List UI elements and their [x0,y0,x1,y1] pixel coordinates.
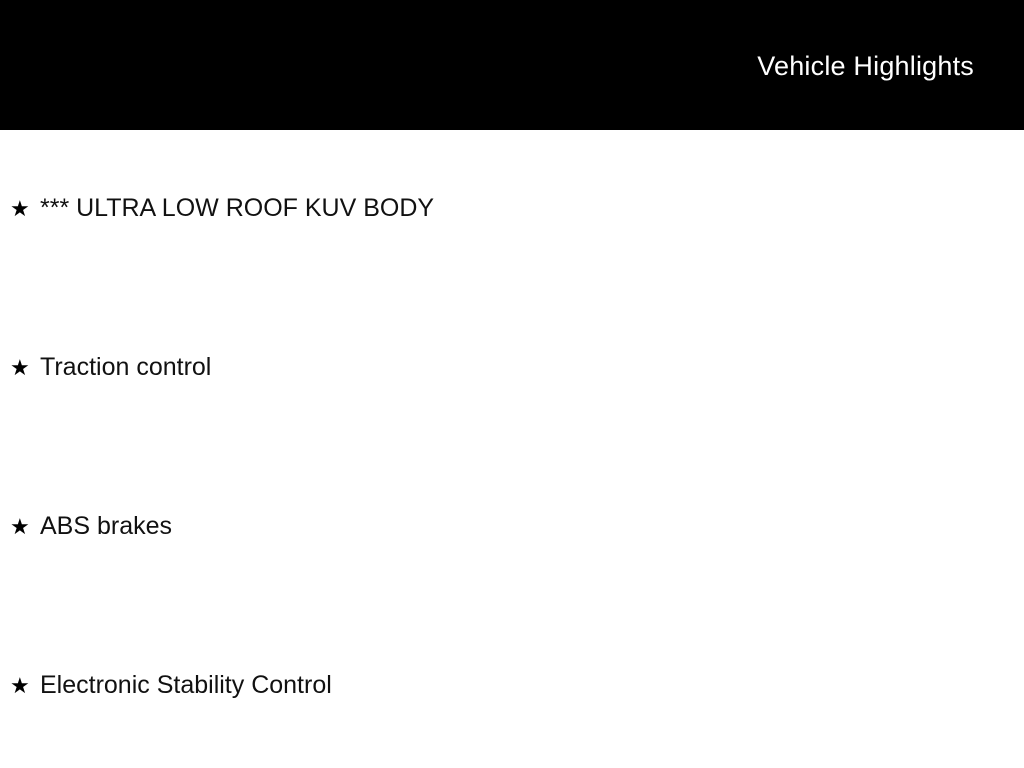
page-title: Vehicle Highlights [757,51,974,81]
list-item [0,130,1024,289]
list-item [0,289,1024,448]
star-icon: ★ [10,673,30,698]
highlight-label: Traction control [40,353,212,381]
header-bar [0,0,1024,130]
highlight-label: Electronic Stability Control [40,671,332,699]
highlight-label: ABS brakes [40,512,173,540]
highlight-label: *** ULTRA LOW ROOF KUV BODY [40,194,435,222]
list-item [0,448,1024,607]
star-icon: ★ [10,514,30,539]
list-item [0,607,1024,766]
star-icon: ★ [10,355,30,380]
highlights-list [0,130,1024,766]
star-icon: ★ [10,196,30,221]
